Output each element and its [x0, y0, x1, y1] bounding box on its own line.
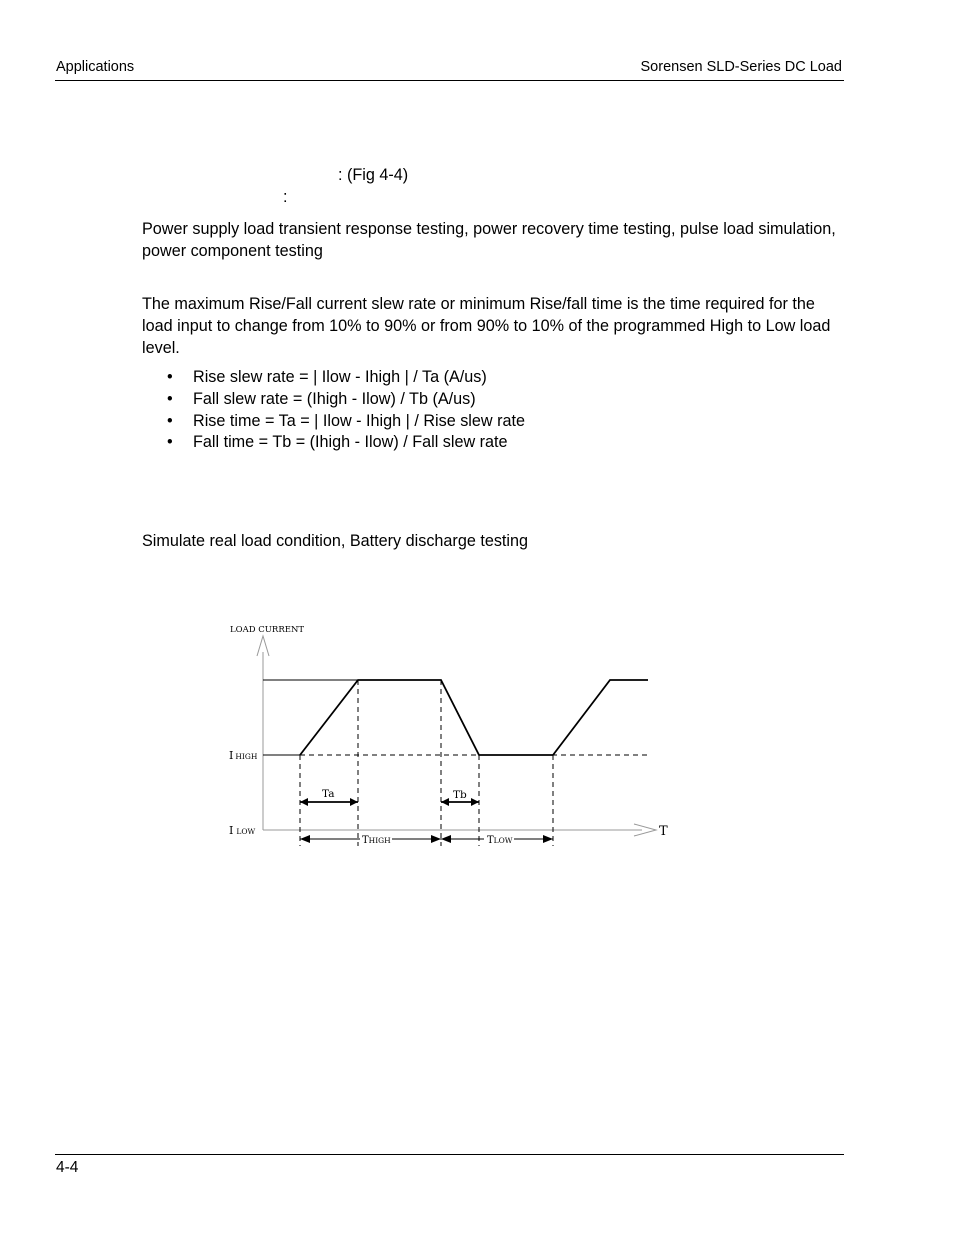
- simulation-paragraph: Simulate real load condition, Battery discharge testing: [142, 532, 529, 550]
- label-colon: :: [283, 188, 288, 206]
- i-high-label: I HIGH: [229, 749, 258, 762]
- arrowhead: [300, 835, 310, 843]
- header-document-title: Sorensen SLD-Series DC Load: [640, 59, 842, 75]
- arrowhead: [431, 835, 441, 843]
- list-item: • Fall slew rate = (Ihigh - Ilow) / Tb (A/us): [142, 389, 525, 411]
- page-number: 4-4: [56, 1159, 79, 1176]
- t-high-label: THIGH: [362, 835, 391, 846]
- arrowhead: [300, 798, 308, 806]
- slew-rate-paragraph: The maximum Rise/Fall current slew rate or minimum Rise/fall time is the time required for the load input to change from 10% to 90% or from 90% to 10% of the programmed High to Low load level.: [142, 295, 831, 357]
- time-axis-label: T: [659, 824, 668, 839]
- current-waveform: [300, 680, 648, 755]
- applications-paragraph: Power supply load transient response testing, power recovery time testing, pulse load simulation, power component testing: [142, 220, 836, 260]
- list-item: • Rise time = Ta = | Ilow - Ihigh | / Rise slew rate: [142, 411, 525, 433]
- ta-label: Ta: [322, 788, 335, 800]
- arrowhead: [441, 798, 449, 806]
- t-low-label: TLOW: [487, 835, 513, 846]
- y-axis-label: LOAD CURRENT: [230, 625, 305, 635]
- arrowhead: [441, 835, 451, 843]
- arrowhead: [471, 798, 479, 806]
- arrowhead: [350, 798, 358, 806]
- footer-rule: [55, 1154, 844, 1155]
- i-low-label: I LOW: [229, 824, 256, 837]
- tb-label: Tb: [453, 789, 467, 801]
- figure-reference: : (Fig 4-4): [338, 166, 409, 184]
- list-item: • Rise slew rate = | Ilow - Ihigh | / Ta (A/us): [142, 367, 525, 389]
- arrowhead: [543, 835, 553, 843]
- header-section-title: Applications: [56, 59, 135, 75]
- list-item: • Fall time = Tb = (Ihigh - Ilow) / Fall slew rate: [142, 432, 525, 454]
